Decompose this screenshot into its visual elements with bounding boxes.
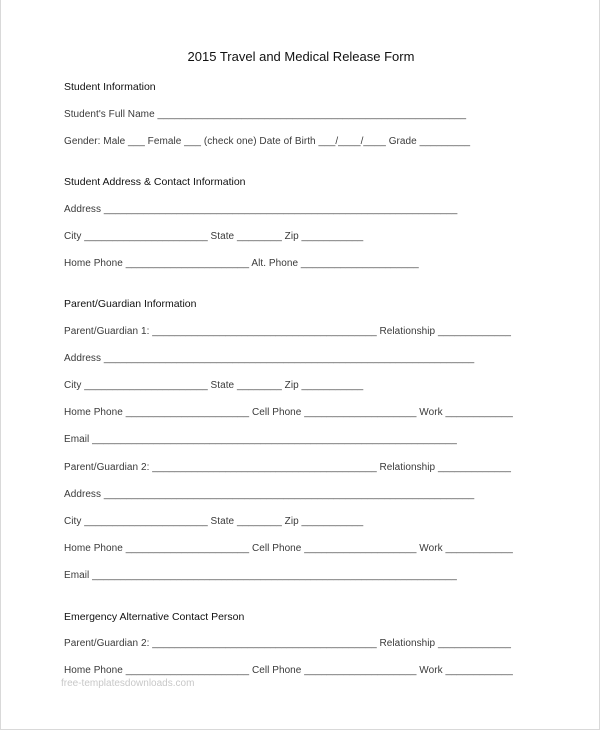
section-parent-guardian: Parent/Guardian Information (64, 298, 197, 310)
form-title: 2015 Travel and Medical Release Form (187, 49, 415, 64)
parent-guardian-2-phones-field[interactable]: Home Phone ______________________ Cell Phone ____________________ Work ____________ (64, 543, 513, 554)
parent-guardian-2-address-field[interactable]: Address __________________________________________________________________ (64, 489, 475, 500)
parent-guardian-1-phones-field[interactable]: Home Phone ______________________ Cell Phone ____________________ Work ____________ (64, 407, 513, 418)
parent-guardian-2-field[interactable]: Parent/Guardian 2: ________________________________________ Relationship _____________ (64, 462, 511, 473)
emergency-contact-field[interactable]: Parent/Guardian 2: ________________________________________ Relationship _____________ (64, 638, 511, 649)
parent-guardian-1-address-field[interactable]: Address __________________________________________________________________ (64, 353, 475, 364)
student-full-name-field[interactable]: Student's Full Name _______________________________________________________ (64, 109, 467, 120)
watermark-text: free-templatesdownloads.com (61, 678, 195, 689)
section-emergency-contact: Emergency Alternative Contact Person (64, 611, 245, 623)
section-student-address: Student Address & Contact Information (64, 176, 246, 188)
student-city-state-zip-field[interactable]: City ______________________ State ________ Zip ___________ (64, 231, 364, 242)
section-student-information: Student Information (64, 81, 156, 93)
emergency-contact-phones-field[interactable]: Home Phone ______________________ Cell Phone ____________________ Work ____________ (64, 665, 513, 676)
gender-dob-grade-field[interactable]: Gender: Male ___ Female ___ (check one) Date of Birth ___/____/____ Grade _________ (64, 136, 471, 147)
parent-guardian-1-field[interactable]: Parent/Guardian 1: ________________________________________ Relationship _____________ (64, 326, 511, 337)
student-address-field[interactable]: Address _______________________________________________________________ (64, 204, 458, 215)
parent-guardian-2-email-field[interactable]: Email _________________________________________________________________ (64, 570, 457, 581)
parent-guardian-2-city-state-zip-field[interactable]: City ______________________ State ________ Zip ___________ (64, 516, 364, 527)
student-phone-field[interactable]: Home Phone ______________________ Alt. Phone _____________________ (64, 258, 419, 269)
parent-guardian-1-email-field[interactable]: Email _________________________________________________________________ (64, 434, 457, 445)
parent-guardian-1-city-state-zip-field[interactable]: City ______________________ State ________ Zip ___________ (64, 380, 364, 391)
